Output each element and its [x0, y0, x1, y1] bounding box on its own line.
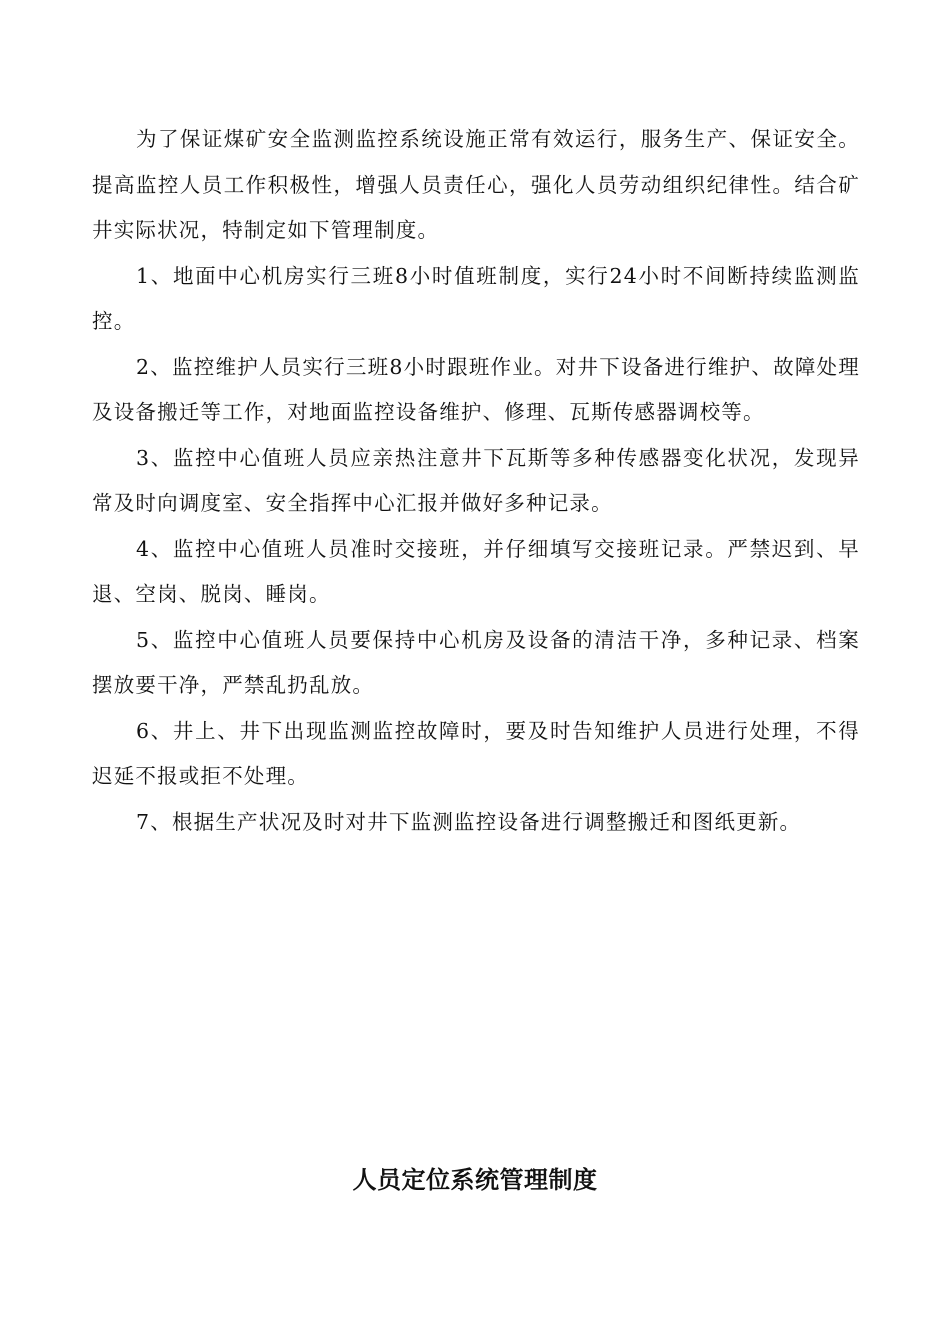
- rule-3-paragraph: 3、监控中心值班人员应亲热注意井下瓦斯等多种传感器变化状况，发现异常及时向调度室、安全指挥中心汇报并做好多种记录。: [92, 445, 860, 515]
- rule-6-paragraph: 6、井上、井下出现监测监控故障时，要及时告知维护人员进行处理，不得迟延不报或拒不处理。: [92, 718, 860, 788]
- section-title: 人员定位系统管理制度: [352, 1166, 598, 1194]
- rule-7-paragraph: 7、根据生产状况及时对井下监测监控设备进行调整搬迁和图纸更新。: [136, 809, 802, 834]
- rule-1-paragraph: 1、地面中心机房实行三班8小时值班制度，实行24小时不间断持续监测监控。: [92, 263, 860, 333]
- document-body: [92, 117, 860, 845]
- rule-2-paragraph: 2、监控维护人员实行三班8小时跟班作业。对井下设备进行维护、故障处理及设备搬迁等工作，对地面监控设备维护、修理、瓦斯传感器调校等。: [92, 354, 860, 424]
- rule-4-paragraph: 4、监控中心值班人员准时交接班，并仔细填写交接班记录。严禁迟到、早退、空岗、脱岗、睡岗。: [92, 536, 860, 606]
- rule-5-paragraph: 5、监控中心值班人员要保持中心机房及设备的清洁干净，多种记录、档案摆放要干净，严禁乱扔乱放。: [92, 627, 860, 697]
- intro-paragraph: 为了保证煤矿安全监测监控系统设施正常有效运行，服务生产、保证安全。提高监控人员工作积极性，增强人员责任心，强化人员劳动组织纪律性。结合矿井实际状况，特制定如下管理制度。: [92, 127, 860, 242]
